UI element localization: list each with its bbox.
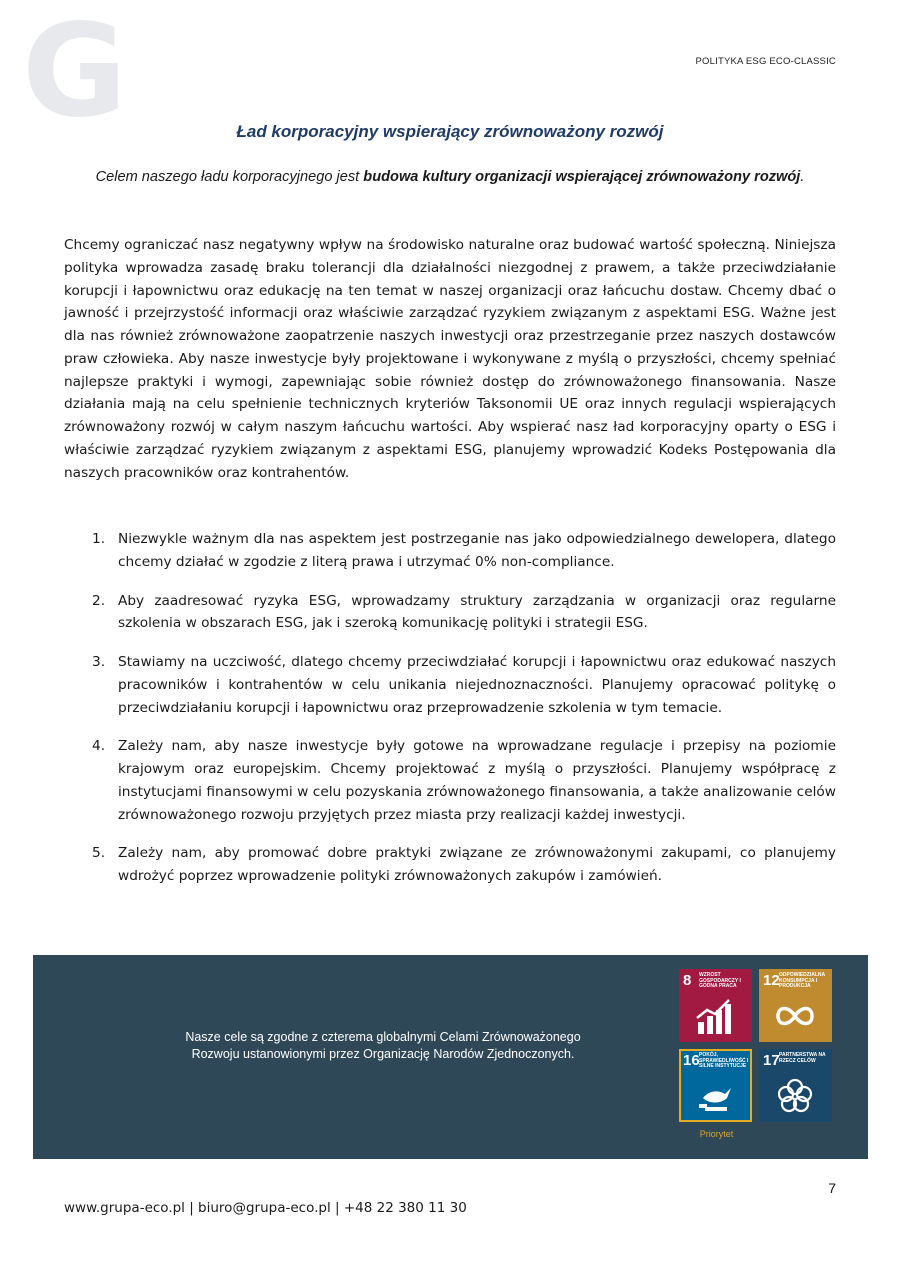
intro-prefix: Celem naszego ładu korporacyjnego jest — [95, 169, 364, 185]
body-paragraph: Chcemy ograniczać nasz negatywny wpływ na środowisko naturalne oraz budować wartość społeczną. Niniejsza polityka wprowadza zasadę braku tolerancji dla działalności niezgodnej z prawem, a także przeciwdziałanie korupcji i łapownictwu oraz edukację na ten temat w naszej organizacji oraz łańcuchu dostaw. Chcemy dbać o jawność i przejrzystość informacji oraz właściwie zarządzać ryzykiem związanym z aspektami ESG. Ważne jest dla nas również zrównoważone zaopatrzenie naszych inwestycji oraz przestrzeganie przez naszych dostawców praw człowieka. Aby nasze inwestycje były projektowane i wykonywane z myślą o przyszłości, chcemy spełniać najlepsze praktyki i wymogi, zapewniając sobie również dostęp do zrównoważonego finansowania. Nasze działania mają na celu spełnienie technicznych kryteriów Taksonomii UE oraz innych regulacji wspierających zrównoważony rozwój w całym naszym łańcuchu wartości. Aby wspierać nasz ład korporacyjny oparty o ESG i właściwie zarządzać ryzykiem związanym z aspektami ESG, planujemy wprowadzić Kodeks Postępowania dla naszych pracowników oraz kontrahentów. — [64, 237, 836, 481]
dove-gavel-icon — [695, 1076, 735, 1116]
sdg-goal-label: WZROST GOSPODARCZY I GODNA PRACA — [699, 972, 741, 990]
sdg-banner-line-1: Nasze cele są zgodne z czterema globalnymi Celami Zrównoważonego — [185, 1030, 581, 1044]
list-item — [64, 651, 836, 719]
sdg-goal-label: ODPOWIEDZIALNA KONSUMPCJA I PRODUKCJA — [779, 972, 825, 990]
flower-rings-icon — [775, 1076, 815, 1116]
sdg-goal-number: 16 — [683, 1052, 700, 1069]
infinity-loop-icon — [775, 996, 815, 1036]
sdg-goal-label: POKÓJ, SPRAWIEDLIWOŚĆ I SILNE INSTYTUCJE — [699, 1052, 749, 1070]
company-logo: G — [22, 0, 124, 146]
sdg-goal-label: PARTNERSTWA NA RZECZ CELÓW — [779, 1052, 826, 1064]
list-item — [64, 590, 836, 636]
sdg-banner-line-2: Rozwoju ustanowionymi przez Organizację Narodów Zjednoczonych. — [191, 1047, 575, 1061]
list-number: 1. — [92, 531, 106, 547]
list-text: Niezwykle ważnym dla nas aspektem jest postrzeganie nas jako odpowiedzialnego dewelopera, dlatego chcemy działać w zgodzie z literą prawa i utrzymać 0% non-compliance. — [118, 531, 836, 570]
list-number: 4. — [92, 738, 106, 755]
document-header-title: POLITYKA ESG ECO-CLASSIC — [695, 56, 836, 67]
list-number: 5. — [92, 845, 106, 862]
sdg-goal-number: 17 — [763, 1052, 780, 1069]
list-text: Stawiamy na uczciwość, dlatego chcemy przeciwdziałać korupcji i łapownictwu oraz edukować naszych pracowników i kontrahentów w celu unikania niejednoznaczności. Planujemy opracować politykę o przeciwdziałaniu korupcji i łapownictwu oraz przeprowadzenie szkolenia w tym temacie. — [118, 654, 836, 716]
footer-contact: www.grupa-eco.pl | biuro@grupa-eco.pl | +48 22 380 11 30 — [64, 1200, 467, 1216]
list-number: 3. — [92, 654, 106, 670]
sdg-goal-8-tile — [679, 969, 752, 1042]
list-item — [64, 842, 836, 888]
section-title: Ład korporacyjny wspierający zrównoważony rozwój — [236, 122, 664, 141]
list-text: Zależy nam, aby promować dobre praktyki związane ze zrównoważonymi zakupami, co planujemy wdrożyć poprzez wprowadzenie polityki zrównoważonych zakupów i zamówień. — [118, 845, 836, 884]
sdg-goal-number: 8 — [683, 972, 692, 989]
list-text: Zależy nam, aby nasze inwestycje były gotowe na wprowadzane regulacje i przepisy na poziomie krajowym oraz europejskim. Chcemy projektować z myślą o przyszłości. Planujemy współpracę z instytucjami finansowymi w celu pozyskania zrównoważonego finansowania, a także analizowanie celów zrównoważonego rozwoju przyjętych przez miasta przy realizacji każdej inwestycji. — [118, 738, 836, 823]
sdg-goal-12-tile — [759, 969, 832, 1042]
list-item — [64, 528, 836, 574]
sdg-banner-text — [133, 1029, 633, 1063]
sdg-goal-17-tile — [759, 1049, 832, 1122]
list-text: Aby zaadresować ryzyka ESG, wprowadzamy struktury zarządzania w organizacji oraz regularne szkolenia w obszarach ESG, jak i szeroką komunikację polityki i strategii ESG. — [118, 592, 836, 632]
growth-chart-icon — [695, 996, 735, 1036]
sdg-banner — [33, 955, 868, 1159]
numbered-list — [64, 528, 836, 904]
sdg-goal-number: 12 — [763, 972, 780, 989]
intro-suffix: . — [800, 169, 805, 185]
priority-label: Priorytet — [699, 1129, 734, 1139]
page-number: 7 — [828, 1180, 836, 1196]
section-intro — [80, 166, 820, 188]
list-number: 2. — [92, 592, 106, 609]
sdg-goal-16-tile — [679, 1049, 752, 1122]
intro-emphasis: budowa kultury organizacji wspierającej zrównoważony rozwój — [363, 169, 801, 185]
list-item — [64, 735, 836, 826]
